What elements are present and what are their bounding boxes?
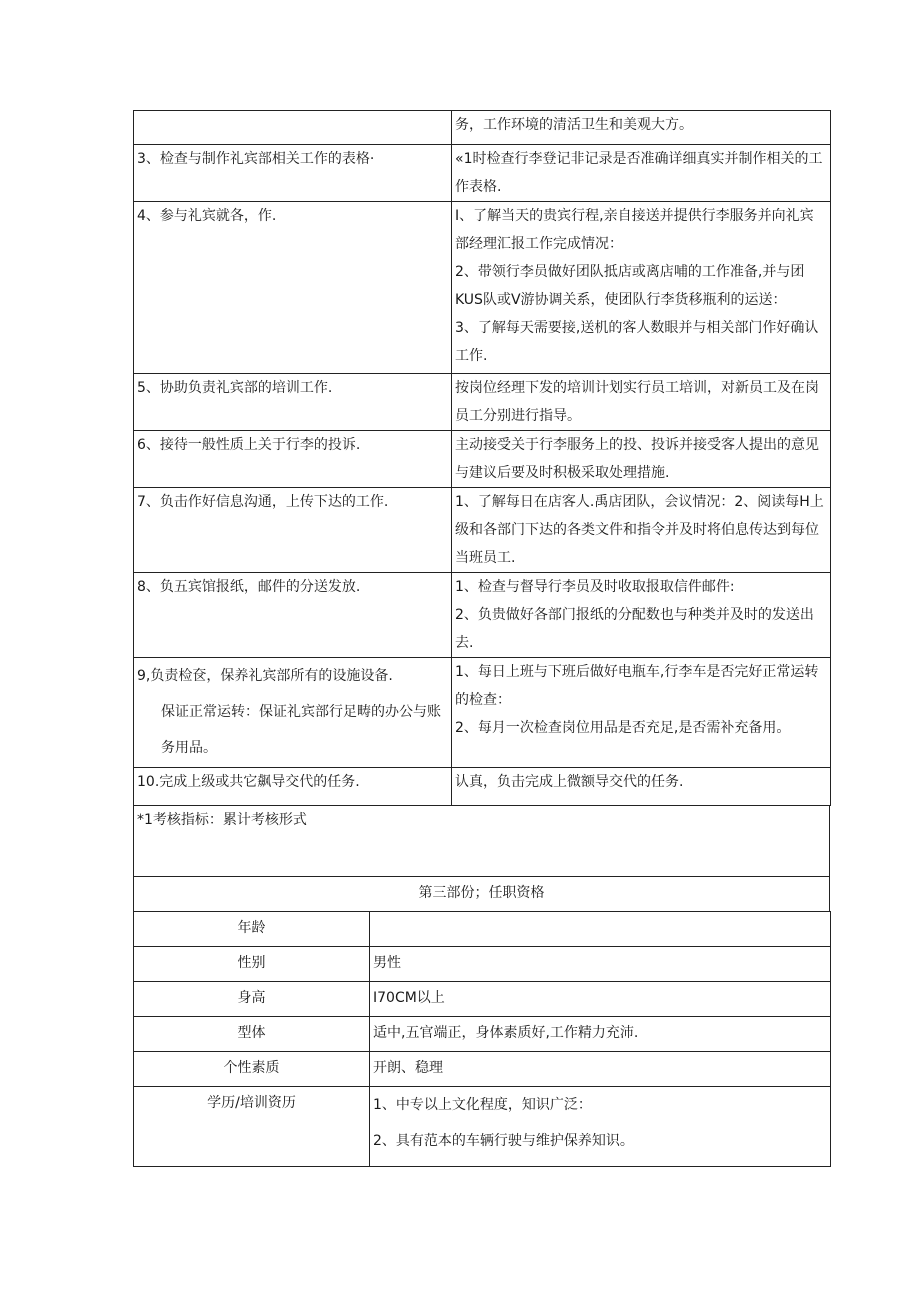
- assessment-table: [133, 805, 830, 912]
- duty-detail-text: 1、了解每日在店客人.禹店团队，会议情况：2、阅读每H上级和各部门下达的各类文件和指令并及时将伯息传达到每位当班员工.: [455, 494, 824, 566]
- qualification-value: [370, 1052, 831, 1087]
- qualification-value-text: 2、具有范本的车辆行驶与维护保养知识。: [373, 1133, 634, 1149]
- qualification-value: [370, 1017, 831, 1052]
- qualification-value: [370, 912, 831, 947]
- duty-task-text: 6、接待一般性质上关于行李的投诉.: [137, 437, 361, 453]
- qualification-label: 个性素质: [134, 1052, 370, 1087]
- qualification-row: [134, 912, 831, 947]
- duty-detail-text: 2、带领行李员做好团队抵店或离店哺的工作准备,并与团KUS队或V游协调关系，使团队行李货移瓶利的运送：: [455, 264, 805, 308]
- duty-detail-text: 务，工作环境的清活卫生和美观大方。: [455, 117, 693, 133]
- duty-task-text: 9,负责检奁，保养礼宾部所有的设施设备.: [137, 668, 393, 684]
- duty-detail-text: 3、了解每天需要接,送机的客人数眼并与相关部门作好确认工作.: [455, 320, 819, 364]
- duty-detail-text: 按岗位经理下发的培训计划实行员工培训，对新员工及在岗员工分别进行指导。: [455, 380, 819, 424]
- qualification-label: 身高: [134, 982, 370, 1017]
- duty-detail-text: I、了解当天的贵宾行程,亲自接送并提供行李服务并向礼宾部经理汇报工作完成情况：: [455, 208, 814, 252]
- duty-detail-cell: [452, 768, 831, 806]
- duty-task-cell: [134, 374, 452, 431]
- duty-task-cell: [134, 431, 452, 488]
- qualification-value: [370, 982, 831, 1017]
- qualification-row: [134, 1087, 831, 1167]
- duty-task-text: 8、负五宾馆报纸，邮件的分送发放.: [137, 579, 361, 595]
- duty-detail-text: 2、负贵做好各部门报纸的分配数也与种类并及时的发送出去.: [455, 607, 814, 651]
- duty-task-cell: [134, 111, 452, 145]
- duty-detail-text: «1时检查行李登记非记录是否准确详细真实并制作相关的工作表格.: [455, 151, 823, 195]
- qualification-label: 学历/培训资历: [134, 1087, 370, 1167]
- duty-task-text: 10.完成上级或共它飙导交代的任务.: [137, 774, 360, 790]
- qualification-value-text: 开朗、稳理: [373, 1060, 443, 1076]
- qualification-value-text: I70CM以上: [373, 990, 445, 1006]
- duty-row: [134, 431, 831, 488]
- qualification-value: [370, 1087, 831, 1167]
- duty-row: [134, 658, 831, 768]
- assessment-text: *1考核指标：累计考核形式: [134, 806, 830, 877]
- duty-row: [134, 202, 831, 374]
- duty-detail-cell: [452, 658, 831, 768]
- qualification-value-text: 1、中专以上文化程度，知识广泛：: [373, 1097, 592, 1113]
- duty-task-cell: [134, 488, 452, 573]
- qualification-label: 性别: [134, 947, 370, 982]
- qualification-row: [134, 947, 831, 982]
- qualification-row: [134, 1017, 831, 1052]
- duty-task-cell: [134, 145, 452, 202]
- duty-task-text: 5、协助负责礼宾部的培训工作.: [137, 380, 333, 396]
- duty-detail-text: 认真，负击完成上微额导交代的任务.: [455, 774, 684, 790]
- qualification-label: 型体: [134, 1017, 370, 1052]
- duty-detail-text: 1、每日上班与下班后做好电瓶车,行李车是否完好正常运转的检查：: [455, 664, 819, 708]
- duty-detail-text: 1、检查与督导行李员及时收取报取信件邮件:: [455, 579, 735, 595]
- duty-detail-text: 主动接受关于行李服务上的投、投诉并接受客人提出的意见与建议后要及时积极采取处理措施.: [455, 437, 819, 481]
- duty-task-text: 3、检查与制作礼宾部相关工作的表格·: [137, 151, 375, 167]
- duty-task-cell: [134, 658, 452, 768]
- duty-detail-cell: [452, 202, 831, 374]
- job-description-document: [133, 110, 830, 1167]
- duty-detail-cell: [452, 431, 831, 488]
- duty-row: [134, 111, 831, 145]
- qualifications-table: [133, 911, 831, 1167]
- qualification-label: 年龄: [134, 912, 370, 947]
- duty-detail-cell: [452, 145, 831, 202]
- duty-row: [134, 488, 831, 573]
- qualification-value-text: 适中,五官端正，身体素质好,工作精力充沛.: [373, 1025, 639, 1041]
- duty-task-text: 4、参与礼宾就各，作.: [137, 208, 277, 224]
- duty-detail-cell: [452, 573, 831, 658]
- duty-detail-cell: [452, 374, 831, 431]
- duty-detail-cell: [452, 488, 831, 573]
- duty-row: [134, 374, 831, 431]
- duty-task-text: 保证正常运转：保证礼宾部行足畴的办公与账务用品。: [161, 704, 441, 756]
- duty-task-cell: [134, 202, 452, 374]
- qualification-row: [134, 1052, 831, 1087]
- duty-row: [134, 768, 831, 806]
- duty-task-cell: [134, 768, 452, 806]
- duty-row: [134, 573, 831, 658]
- duties-table: [133, 110, 831, 806]
- duty-detail-text: 2、每月一次检查岗位用品是否充足,是否需补充备用。: [455, 720, 791, 736]
- qualification-value: [370, 947, 831, 982]
- duty-task-cell: [134, 573, 452, 658]
- duty-task-text: 7、负击作好信息沟通，上传下达的工作.: [137, 494, 389, 510]
- duty-detail-cell: [452, 111, 831, 145]
- qualification-value-text: 男性: [373, 955, 401, 971]
- duty-row: [134, 145, 831, 202]
- section-3-title: 第三部份；任职资格: [134, 877, 830, 912]
- qualification-row: [134, 982, 831, 1017]
